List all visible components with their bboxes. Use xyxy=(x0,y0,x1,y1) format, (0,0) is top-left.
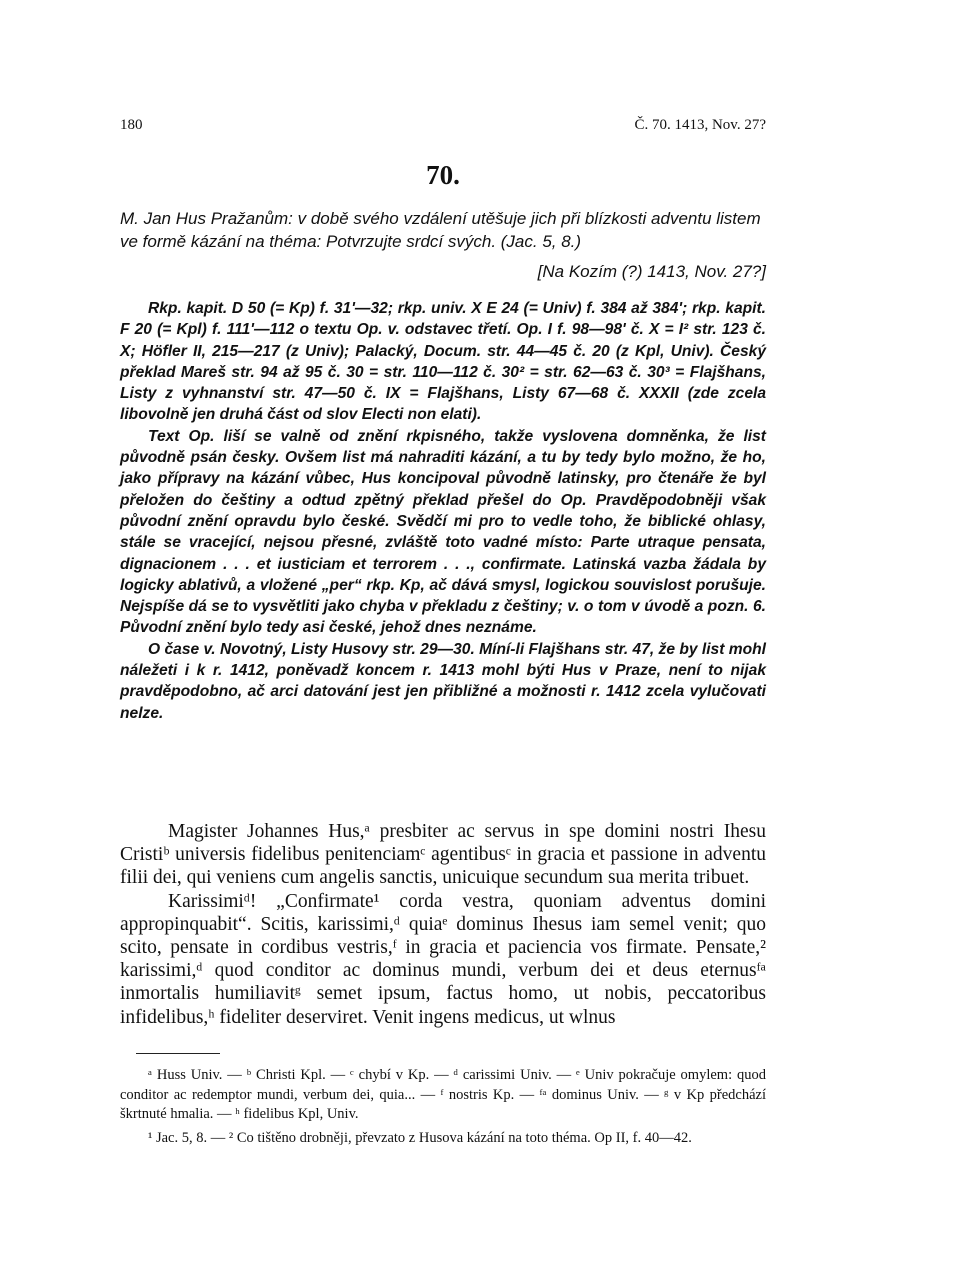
commentary-paragraph: O čase v. Novotný, Listy Husovy str. 29—30. Míní-li Flajšhans str. 47, že by list mohl náležeti i k r. 1412, poněvadž koncem r. 1413 mohl býti Hus v Praze, není to nijak pravděpodobno, ač arci datování jest jen přibližné a možnosti r. 1412 zcela vylučovati nelze. xyxy=(120,640,766,722)
page-number: 180 xyxy=(120,117,143,133)
regest-text: M. Jan Hus Pražanům: v době svého vzdálení utěšuje jich při blízkosti adventu listem ve formě kázání na théma: Potvrzujte srdcí svých. (Jac. 5, 8.) xyxy=(120,209,761,251)
source-notes: ¹ Jac. 5, 8. — ² Co tištěno drobněji, převzato z Husova kázání na toto théma. Op II, f. 40—42. xyxy=(148,1129,692,1146)
regest xyxy=(120,207,766,253)
letter-text xyxy=(120,820,766,1029)
running-title: Č. 70. 1413, Nov. 27? xyxy=(634,117,766,133)
editorial-commentary xyxy=(120,298,766,724)
place-date: [Na Kozím (?) 1413, Nov. 27?] xyxy=(537,262,766,281)
document-number: 70. xyxy=(426,160,460,190)
footnotes xyxy=(120,1066,766,1148)
commentary-paragraph: Rkp. kapit. D 50 (= Kp) f. 31'—32; rkp. univ. X E 24 (= Univ) f. 384 až 384'; rkp. kapit. F 20 (= Kpl) f. 111'—112 o textu Op. v. odstavec třetí. Op. I f. 98—98' č. X = I² str. 123 č. X; Höfler II, 215—217 (z Univ); Palacký, Docum. str. 44—45 č. 20 (z Kpl, Univ). Český překlad Mareš str. 94 až 95 č. 30 = str. 110—112 č. 30² = str. 62—63 č. 30³ = Flajšhans, Listy z vyhnanství str. 47—50 č. IX = Flajšhans, Listy 67—68 č. XXXII (zde zcela libovolně jen druhá část od slov Electi non elati). xyxy=(120,300,766,424)
letter-paragraph: Karissimiᵈ! „Confirmate¹ corda vestra, quoniam adventus domini appropinquabit“. Scitis, karissimi,ᵈ quiaᵉ dominus Ihesus iam semel venit; quo scito, pensate in cordibus vestris,ᶠ in gracia et paciencia vos firmate. Pensate,² karissimi,ᵈ quod conditor ac dominus mundi, verbum dei et deus eternusᶠᵃ inmortalis humiliavitᵍ semet ipsum, factus homo, ut nobis, peccatoribus infidelibus,ʰ fideliter deserviret. Venit ingens medicus, ut wlnus xyxy=(120,890,766,1028)
commentary-paragraph: Text Op. liší se valně od znění rkpisného, takže vyslovena domněnka, že list původně psán česky. Ovšem list má nahraditi kázání, a tu by tedy bylo možno, že ho, jako přípravy na kázání vůbec, Hus koncipoval původně latinsky, pro čtenáře že byl přeložen do češtiny a odtud zpětný překlad přešel do Op. Pravděpodobněji však původní znění opravdu bylo české. Svědčí mi pro to vedle toho, že biblické ohlasy, stále se vracející, nejsou přesné, zvláště toto vadné místo: Parte utraque pensata, dignacionem . . . et iusticiam et terrorem . . ., confirmate. Latinská vazba žádala by logicky ablativů, a vložené „per“ rkp. Kp, ač dává smysl, logickou souvislost porušuje. Nejspíše dá se to vysvětliti jako chyba v překladu z češtiny; v. o tom v úvodě a pozn. 6. Původní znění bylo tedy asi české, jehož dnes neznáme. xyxy=(120,427,766,637)
letter-paragraph: Magister Johannes Hus,ᵃ presbiter ac servus in spe domini nostri Ihesu Cristiᵇ universis fidelibus penitenciamᶜ agentibusᶜ in gracia et passione in adventu filii dei, qui veniens cum angelis sanctis, unicuique secundum sua merita tribuet. xyxy=(120,821,766,889)
textual-apparatus: ᵃ Huss Univ. — ᵇ Christi Kpl. — ᶜ chybí v Kp. — ᵈ carissimi Univ. — ᵉ Univ pokračuje omylem: quod conditor ac redemptor mundi, verbum dei, quia... — ᶠ nostris Kp. — ᶠᵃ dominus Univ. — ᵍ v Kp předchází škrtnuté hmalia. — ʰ fidelibus Kpl, Univ. xyxy=(120,1067,766,1123)
footnote-rule xyxy=(136,1053,220,1054)
